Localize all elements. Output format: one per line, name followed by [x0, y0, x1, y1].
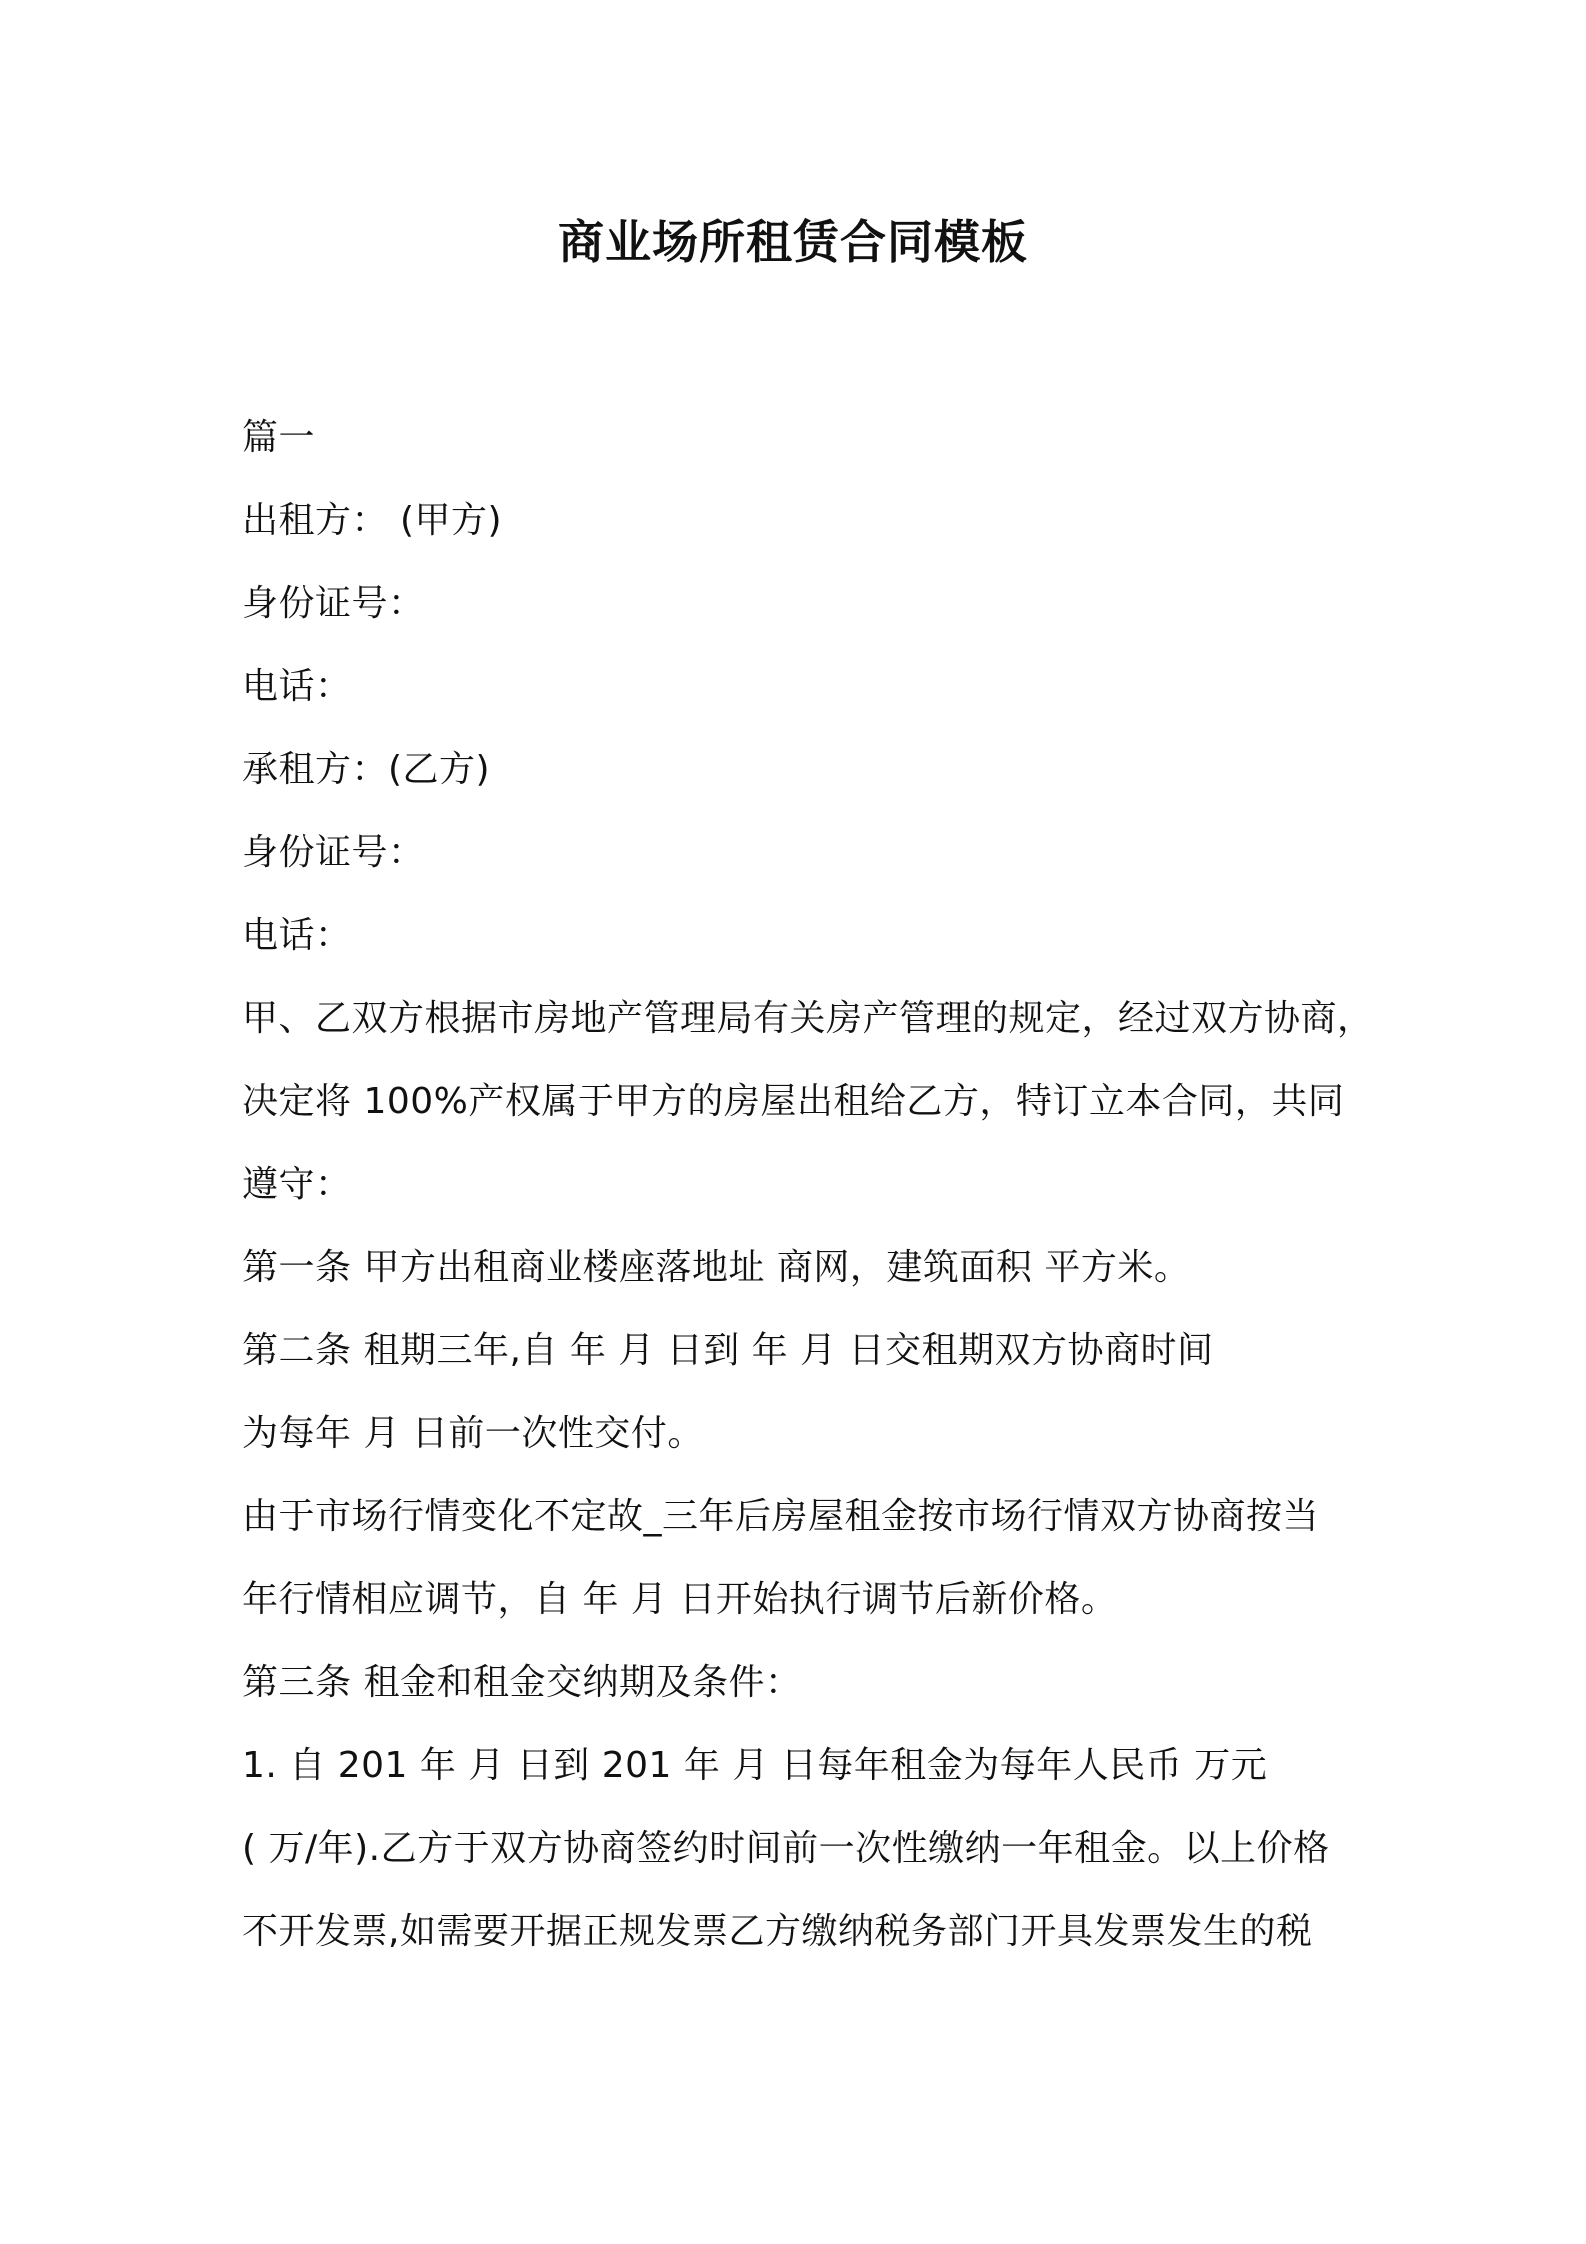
lessor-id-line: 身份证号：: [242, 583, 425, 624]
market-adjust-line-1: 由于市场行情变化不定故_三年后房屋租金按市场行情双方协商按当: [242, 1496, 1320, 1537]
article-3-item-1-line-1: 1. 自 201 年 月 日到 201 年 月 日每年租金为每年人民币 万元: [242, 1745, 1268, 1786]
article-3-item-1-line-2: ( 万/年).乙方于双方协商签约时间前一次性缴纳一年租金。以上价格: [242, 1828, 1330, 1869]
lessee-id-line: 身份证号：: [242, 832, 425, 873]
document-title: 商业场所租赁合同模板: [558, 215, 1028, 269]
article-1-line: 第一条 甲方出租商业楼座落地址 商网，建筑面积 平方米。: [242, 1247, 1191, 1288]
article-3-heading: 第三条 租金和租金交纳期及条件：: [242, 1662, 802, 1703]
lessor-line: 出租方： (甲方): [242, 500, 503, 541]
section-label: 篇一: [242, 417, 316, 458]
market-adjust-line-2: 年行情相应调节，自 年 月 日开始执行调节后新价格。: [242, 1579, 1118, 1620]
article-2-line-1: 第二条 租期三年,自 年 月 日到 年 月 日交租期双方协商时间: [242, 1330, 1214, 1371]
preamble-line-3: 遵守：: [242, 1164, 352, 1205]
article-3-item-1-line-3: 不开发票,如需要开据正规发票乙方缴纳税务部门开具发票发生的税: [242, 1911, 1313, 1952]
article-2-line-2: 为每年 月 日前一次性交付。: [242, 1413, 704, 1454]
preamble-line-1: 甲、乙双方根据市房地产管理局有关房产管理的规定，经过双方协商，: [242, 998, 1374, 1039]
preamble-line-2: 决定将 100%产权属于甲方的房屋出租给乙方，特订立本合同，共同: [242, 1081, 1345, 1122]
lessee-phone-line: 电话：: [242, 915, 352, 956]
lessee-line: 承租方：(乙方): [242, 749, 491, 790]
lessor-phone-line: 电话：: [242, 666, 352, 707]
